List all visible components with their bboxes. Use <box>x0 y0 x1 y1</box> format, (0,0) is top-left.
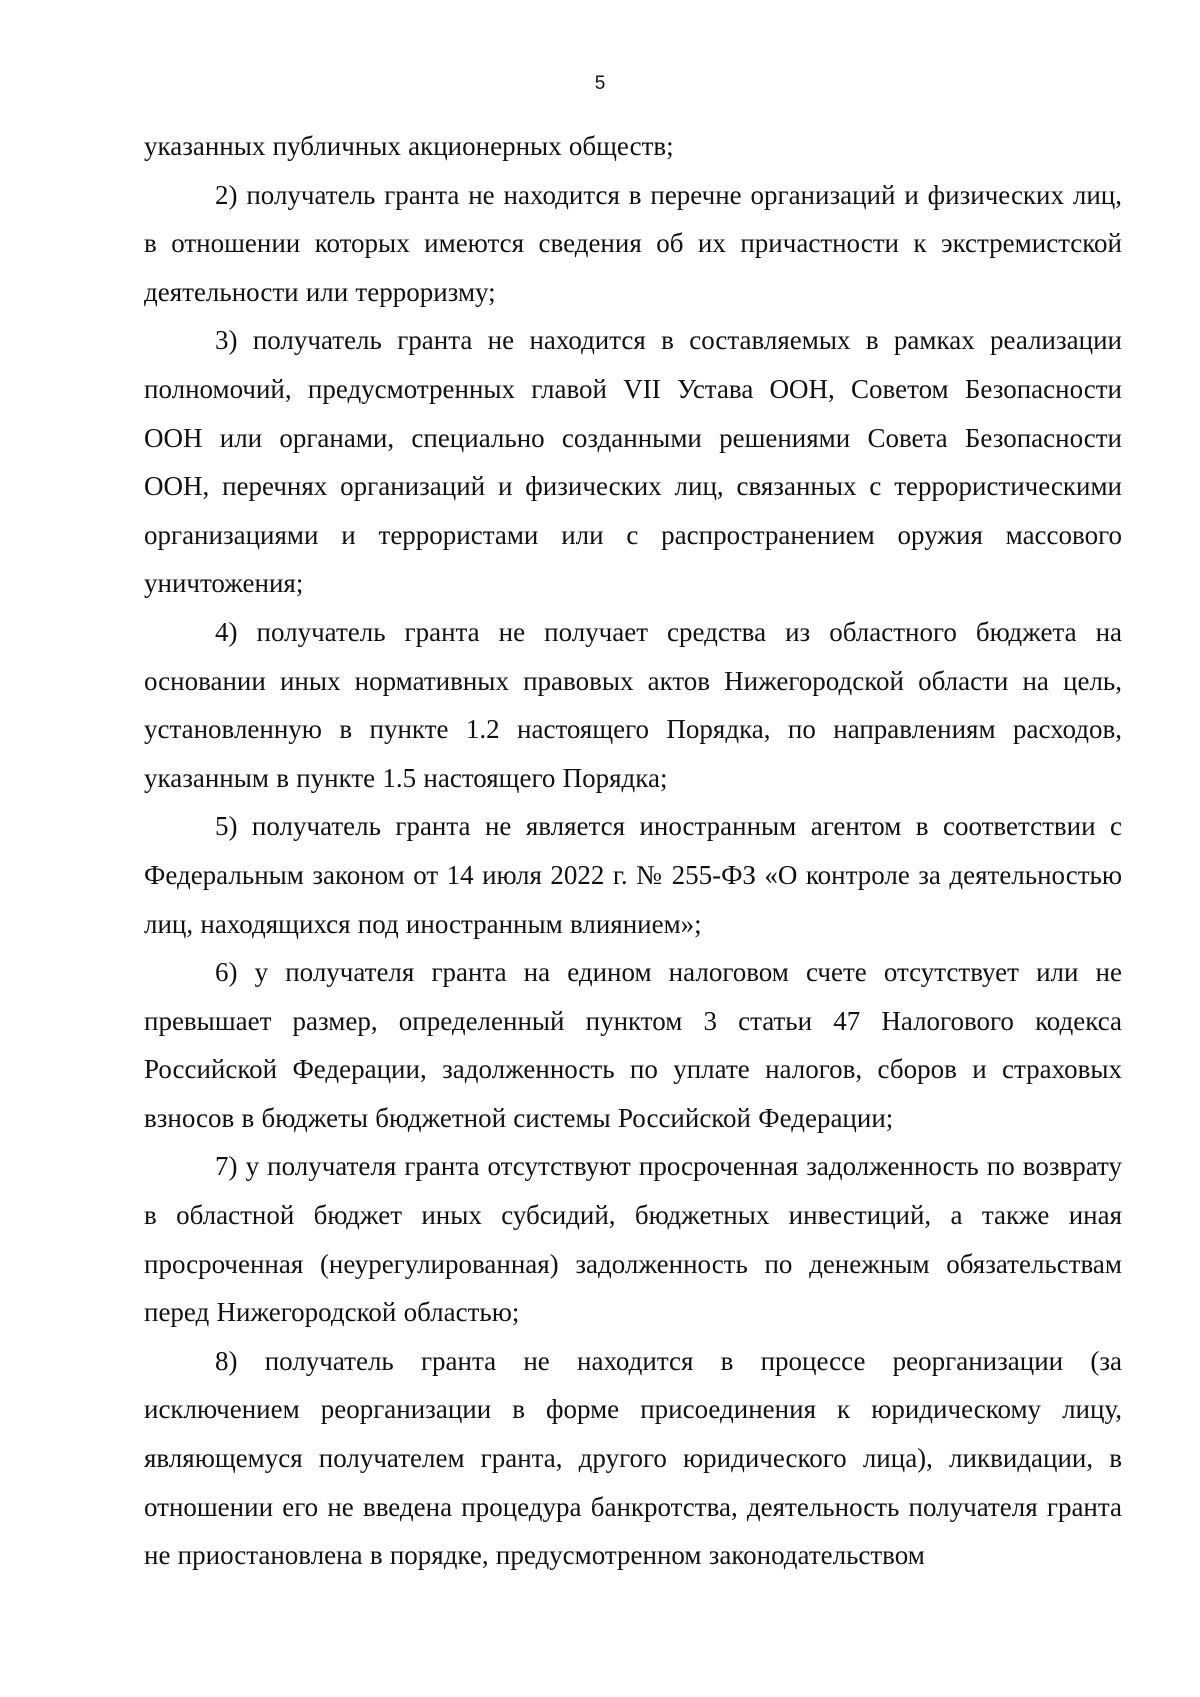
paragraph-item-5: 5) получатель гранта не является иностранным агентом в соответствии с Федеральным законом от 14 июля 2022 г. № 255-ФЗ «О контроле за деятельностью лиц, находящихся под иностранным влиянием»; <box>144 811 1122 939</box>
document-body <box>144 122 1122 1580</box>
page-number: 5 <box>594 73 606 94</box>
paragraph-item-2: 2) получатель гранта не находится в перечне организаций и физических лиц, в отношении которых имеются сведения об их причастности к экстремистской деятельности или терроризму; <box>144 179 1122 307</box>
paragraph-item-7: 7) у получателя гранта отсутствуют просроченная задолженность по возврату в областной бюджет иных субсидий, бюджетных инвестиций, а также иная просроченная (неурегулированная) задолженность по денежным обязательствам перед Нижегородской областью; <box>144 1151 1122 1328</box>
paragraph-continuation: указанных публичных акционерных обществ; <box>144 131 674 161</box>
paragraph-item-8: 8) получатель гранта не находится в процессе реорганизации (за исключением реорганизации в форме присоединения к юридическому лицу, являющемуся получателем гранта, другого юридического лица), ликвидации, в отношении его не введена процедура банкротства, деятельность получателя гранта не приостановлена в порядке, предусмотренном законодательством <box>144 1345 1122 1571</box>
paragraph-item-6: 6) у получателя гранта на едином налоговом счете отсутствует или не превышает размер, определенный пунктом 3 статьи 47 Налогового кодекса Российской Федерации, задолженность по уплате налогов, сборов и страховых взносов в бюджеты бюджетной системы Российской Федерации; <box>144 957 1122 1133</box>
paragraph-item-4: 4) получатель гранта не получает средства из областного бюджета на основании иных нормативных правовых актов Нижегородской области на цель, установленную в пункте 1.2 настоящего Порядка, по направлениям расходов, указанным в пункте 1.5 настоящего Порядка; <box>144 616 1122 793</box>
paragraph-item-3: 3) получатель гранта не находится в составляемых в рамках реализации полномочий, предусмотренных главой VII Устава ООН, Советом Безопасности ООН или органами, специально созданными решениями Совета Безопасности ООН, перечнях организаций и физических лиц, связанных с террористическими организациями и террористами или с распространением оружия массового уничтожения; <box>144 325 1122 599</box>
